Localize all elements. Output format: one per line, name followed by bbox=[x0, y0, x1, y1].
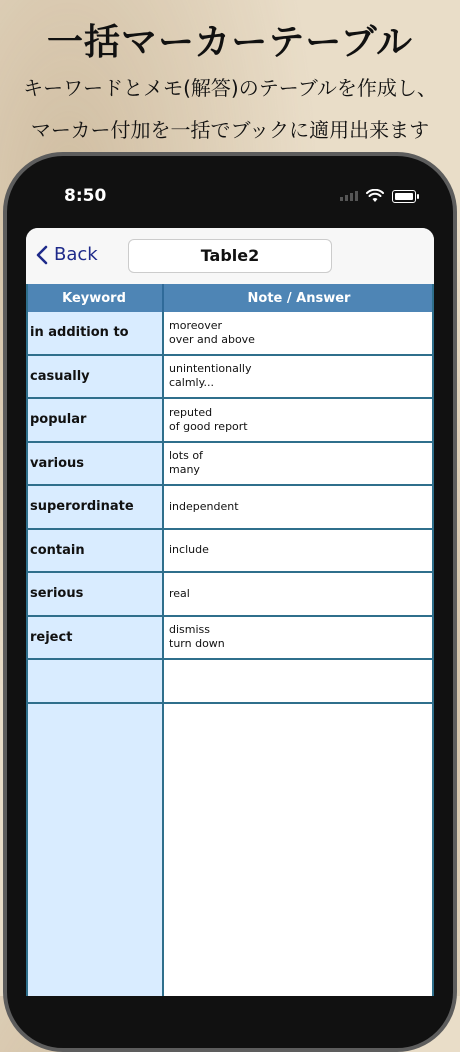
back-button[interactable] bbox=[36, 244, 98, 265]
keyword-cell[interactable]: reject bbox=[26, 617, 164, 659]
note-line: reputed bbox=[169, 405, 213, 419]
table-row[interactable] bbox=[26, 660, 434, 704]
note-line: turn down bbox=[169, 637, 225, 651]
cellular-signal-icon bbox=[340, 191, 358, 201]
promo-subtitle-line1: キーワードとメモ(解答)のテーブルを作成し、 bbox=[23, 76, 437, 100]
note-cell[interactable] bbox=[164, 573, 434, 615]
back-button-label: Back bbox=[54, 244, 98, 265]
keyword-cell[interactable]: superordinate bbox=[26, 486, 164, 528]
note-cell[interactable] bbox=[164, 312, 434, 354]
keyword-cell[interactable]: casually bbox=[26, 356, 164, 398]
table-row[interactable] bbox=[26, 443, 434, 487]
status-icons bbox=[340, 186, 416, 206]
keyword-cell[interactable] bbox=[26, 660, 164, 702]
note-cell[interactable] bbox=[164, 399, 434, 441]
note-line: lots of bbox=[169, 449, 203, 463]
keyword-cell[interactable]: various bbox=[26, 443, 164, 485]
chevron-left-icon bbox=[36, 245, 48, 265]
note-line: of good report bbox=[169, 419, 248, 433]
table-body bbox=[26, 312, 434, 704]
keyword-cell[interactable]: in addition to bbox=[26, 312, 164, 354]
promo-title: 一括マーカーテーブル bbox=[46, 22, 414, 63]
note-cell[interactable] bbox=[164, 443, 434, 485]
note-cell[interactable] bbox=[164, 660, 434, 702]
navigation-bar bbox=[26, 228, 434, 286]
keyword-cell[interactable]: contain bbox=[26, 530, 164, 572]
marker-table bbox=[26, 284, 434, 996]
note-cell[interactable] bbox=[164, 356, 434, 398]
keyword-column-header: Keyword bbox=[26, 284, 164, 312]
table-empty-space bbox=[26, 704, 434, 996]
promo-subtitle-line2: マーカー付加を一括でブックに適用出来ます bbox=[30, 118, 430, 142]
note-line: unintentionally bbox=[169, 362, 252, 376]
table-title-field[interactable]: Table2 bbox=[128, 239, 332, 273]
keyword-cell[interactable]: serious bbox=[26, 573, 164, 615]
note-cell[interactable] bbox=[164, 530, 434, 572]
note-line: moreover bbox=[169, 318, 223, 332]
note-line: many bbox=[169, 463, 200, 477]
table-header-row bbox=[26, 284, 434, 312]
note-line: over and above bbox=[169, 332, 255, 346]
note-line: calmly... bbox=[169, 376, 215, 390]
note-line: include bbox=[169, 543, 209, 557]
table-row[interactable] bbox=[26, 356, 434, 400]
battery-icon bbox=[392, 190, 416, 203]
note-line: real bbox=[169, 586, 190, 600]
table-row[interactable] bbox=[26, 486, 434, 530]
table-row[interactable] bbox=[26, 312, 434, 356]
status-time: 8:50 bbox=[64, 186, 107, 206]
app-screen bbox=[26, 228, 434, 996]
note-cell[interactable] bbox=[164, 486, 434, 528]
keyword-cell[interactable]: popular bbox=[26, 399, 164, 441]
note-line: independent bbox=[169, 499, 239, 513]
note-cell[interactable] bbox=[164, 617, 434, 659]
table-row[interactable] bbox=[26, 530, 434, 574]
table-row[interactable] bbox=[26, 399, 434, 443]
table-row[interactable] bbox=[26, 617, 434, 661]
note-line: dismiss bbox=[169, 623, 211, 637]
wifi-icon bbox=[366, 189, 384, 203]
note-column-header: Note / Answer bbox=[247, 290, 351, 306]
table-row[interactable] bbox=[26, 573, 434, 617]
